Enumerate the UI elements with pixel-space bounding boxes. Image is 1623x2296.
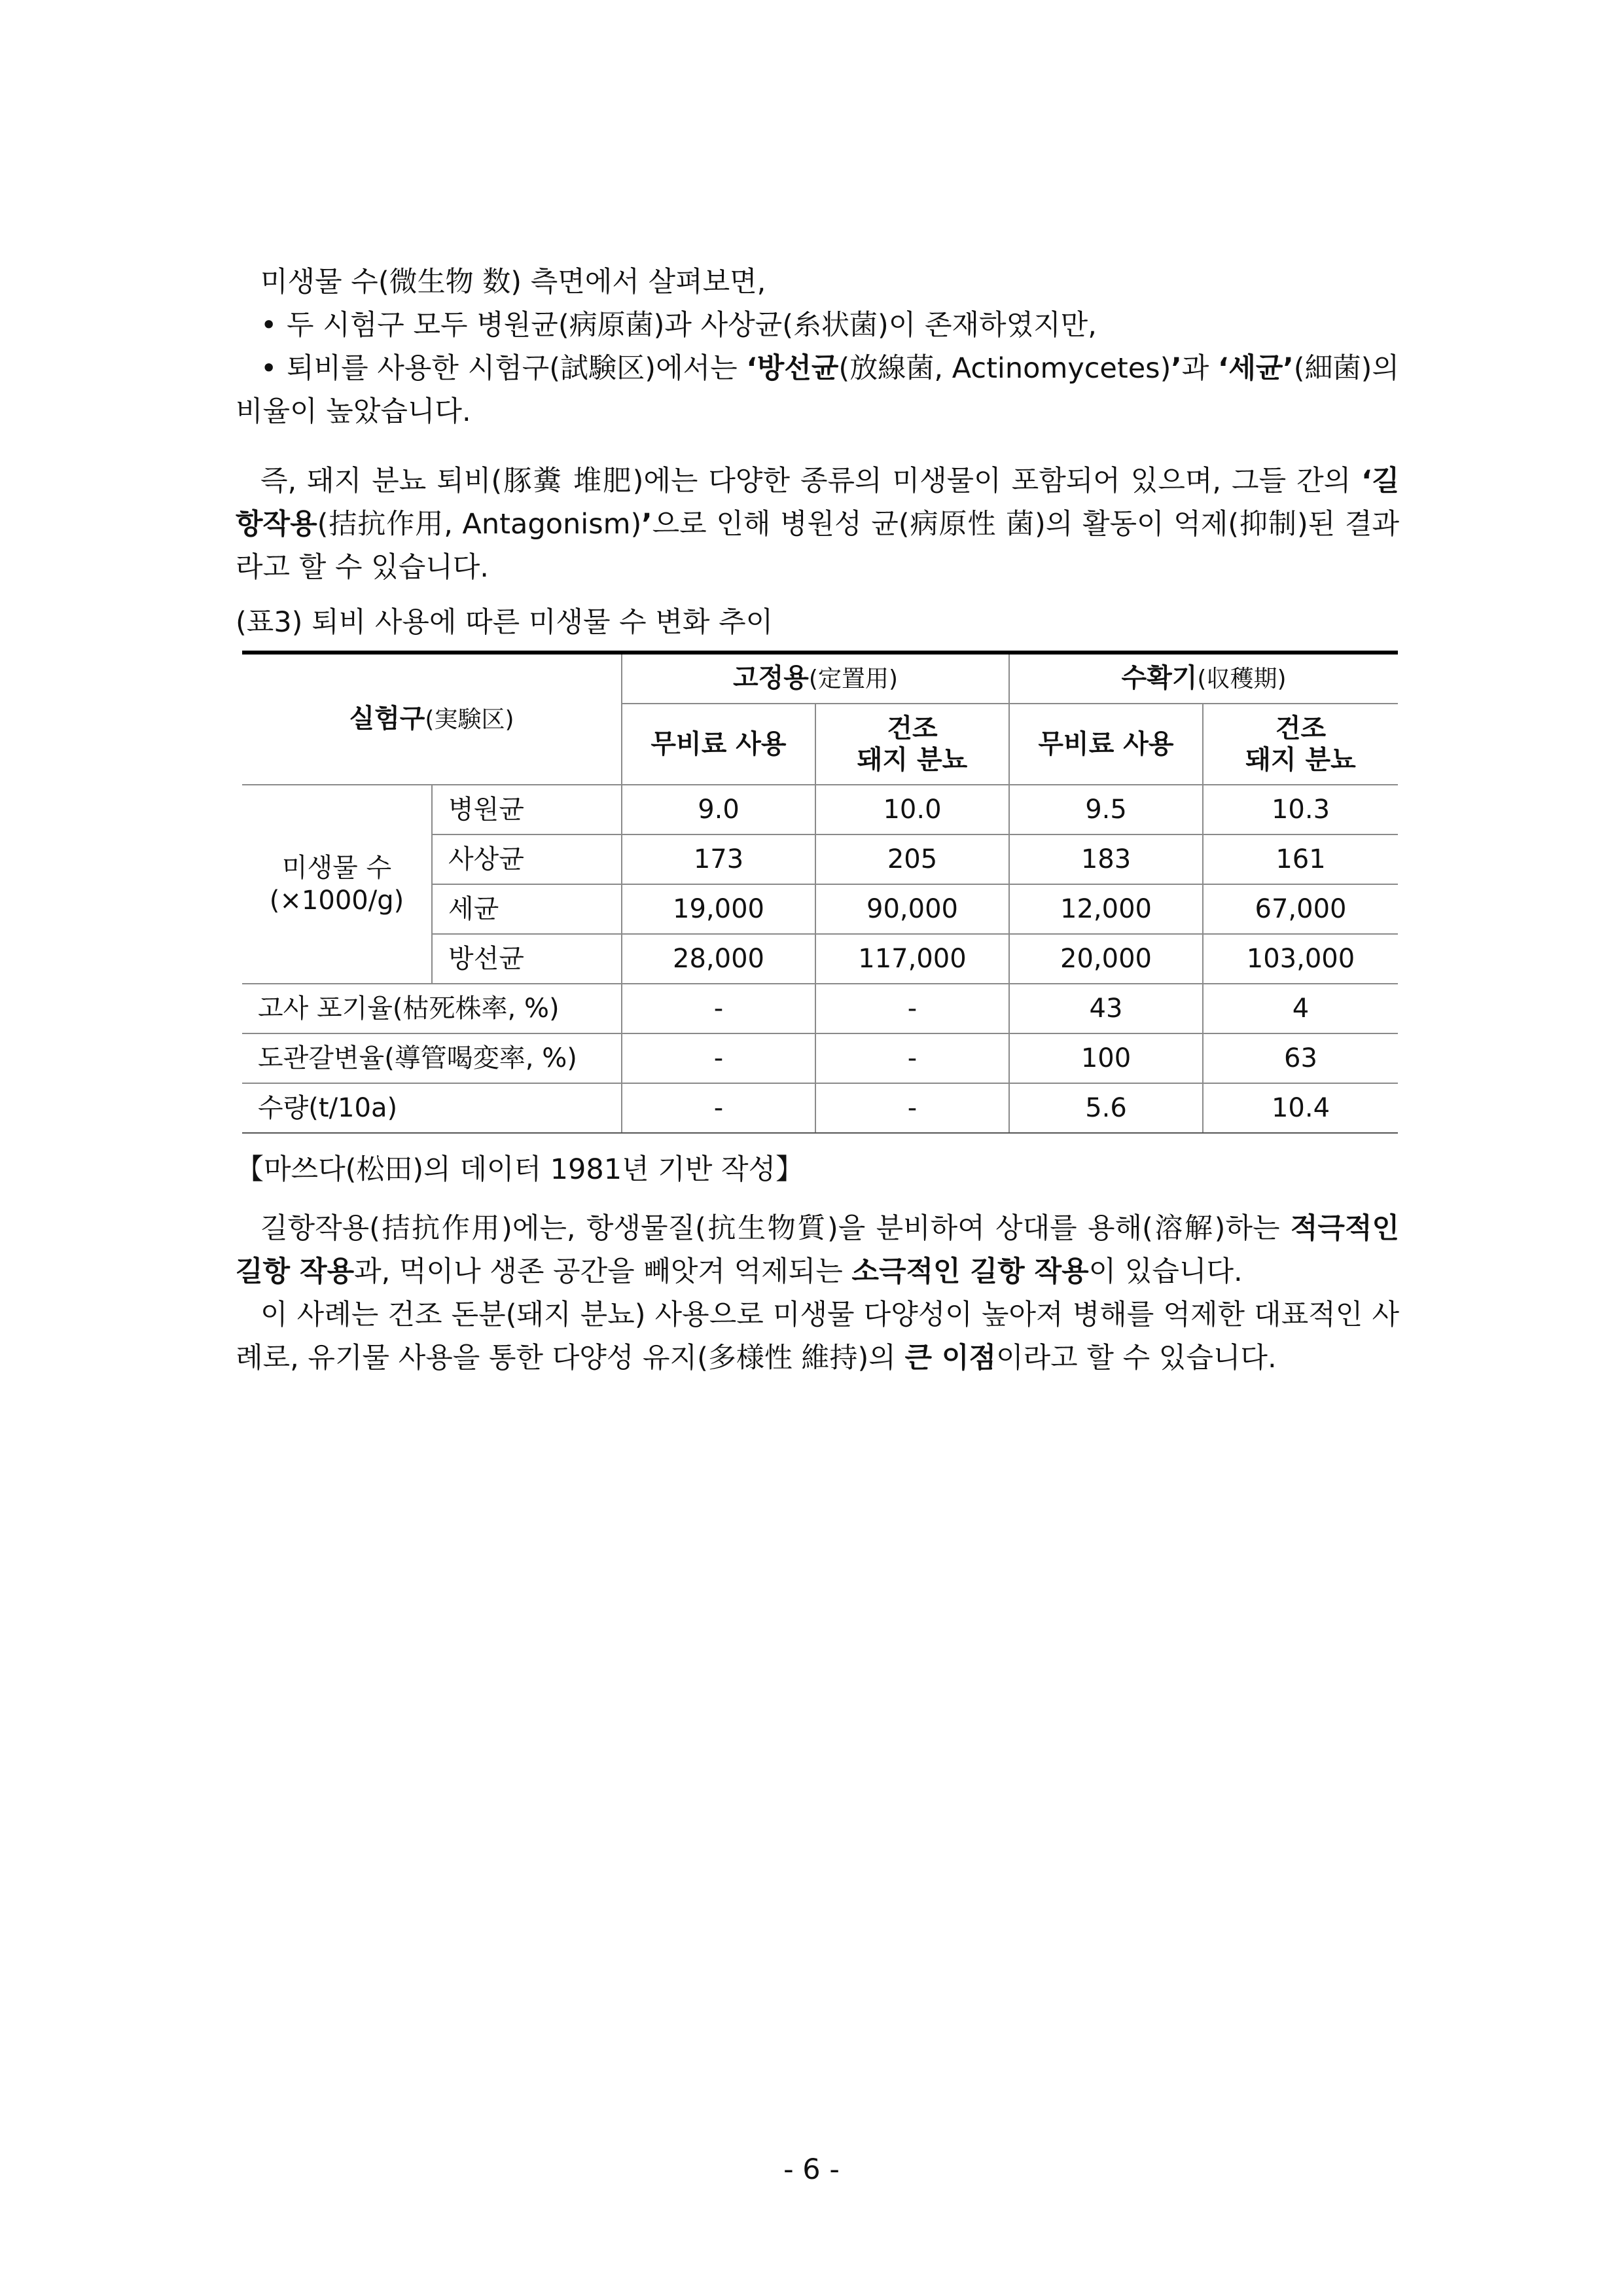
table-cell: 4 xyxy=(1203,984,1398,1033)
table-cell: 161 xyxy=(1203,834,1398,884)
page-content xyxy=(236,260,1399,1380)
header-dry-manure: 건조 돼지 분뇨 xyxy=(1203,704,1398,785)
table-cell: 9.0 xyxy=(622,785,815,834)
table-cell: 100 xyxy=(1009,1033,1203,1083)
table-row xyxy=(242,984,1398,1033)
microbe-table xyxy=(242,651,1398,1134)
header-no-fert: 무비료 사용 xyxy=(622,704,815,785)
table-row xyxy=(242,1083,1398,1133)
row-label: 수량(t/10a) xyxy=(242,1083,622,1133)
bullet-text: 퇴비를 사용한 시험구(試験区)에서는 xyxy=(287,352,747,385)
table-cell: - xyxy=(815,1083,1009,1133)
table-cell: - xyxy=(622,984,815,1033)
paragraph-text: 과, 먹이나 생존 공간을 빼앗겨 억제되는 xyxy=(354,1255,852,1288)
bullet-text: 과 xyxy=(1181,352,1218,385)
bold-quote: ’ xyxy=(1171,352,1182,385)
table-cell: 63 xyxy=(1203,1033,1398,1083)
row-label: 사상균 xyxy=(432,834,622,884)
row-label: 세균 xyxy=(432,884,622,934)
table-cell: 28,000 xyxy=(622,934,815,984)
bold-term: 적극적인 길항 작용 xyxy=(236,1212,1399,1288)
paragraph-text: 이 있습니다. xyxy=(1088,1255,1243,1288)
page-number: - 6 - xyxy=(783,2153,840,2186)
row-label: 도관갈변율(導管喝変率, %) xyxy=(242,1033,622,1083)
microbe-label-cell: 미생물 수 (×1000/g) xyxy=(242,785,432,984)
paragraph-text: 이 사례는 건조 돈분(돼지 분뇨) 사용으로 미생물 다양성이 높아져 병해를 억제한 대표적인 사례로, 유기물 사용을 통한 다양성 유지(多様性 維持)의 xyxy=(236,1299,1399,1374)
table-row xyxy=(242,785,1398,834)
bullet-text: (放線菌, Actinomycetes) xyxy=(838,352,1171,385)
intro-line: 미생물 수(微生物 数) 측면에서 살펴보면, xyxy=(260,266,766,298)
paragraph xyxy=(236,1207,1399,1293)
paragraph-text: 으로 인해 병원성 균(病原性 菌)의 활동이 억제(抑制)된 결과라고 할 수 있습니다. xyxy=(236,508,1399,584)
header-no-fert: 무비료 사용 xyxy=(1009,704,1203,785)
table-cell: 19,000 xyxy=(622,884,815,934)
table-cell: 183 xyxy=(1009,834,1203,884)
table-cell: - xyxy=(815,1033,1009,1083)
table-cell: - xyxy=(815,984,1009,1033)
bullet-text: (細菌)의 비율이 높았습니다. xyxy=(236,352,1399,428)
table-cell: 10.4 xyxy=(1203,1083,1398,1133)
table-cell: - xyxy=(622,1083,815,1133)
bullet-icon: • xyxy=(260,309,277,342)
table-cell: 103,000 xyxy=(1203,934,1398,984)
paragraph xyxy=(236,459,1399,589)
table-cell: 43 xyxy=(1009,984,1203,1033)
paragraph-text: 길항작용(拮抗作用)에는, 항생물질(抗生物質)을 분비하여 상대를 용해(溶解)하는 xyxy=(260,1212,1291,1245)
paragraph-text: (拮抗作用, Antagonism) xyxy=(317,508,642,541)
paragraph xyxy=(236,1293,1399,1380)
row-label: 방선균 xyxy=(432,934,622,984)
table-cell: 90,000 xyxy=(815,884,1009,934)
table-cell: 9.5 xyxy=(1009,785,1203,834)
row-label: 병원균 xyxy=(432,785,622,834)
table-cell: 117,000 xyxy=(815,934,1009,984)
paragraph-text: 즉, 돼지 분뇨 퇴비(豚糞 堆肥)에는 다양한 종류의 미생물이 포함되어 있으며, 그들 간의 xyxy=(260,465,1362,497)
table-caption: (표3) 퇴비 사용에 따른 미생물 수 변화 추이 xyxy=(236,606,774,639)
table-cell: 67,000 xyxy=(1203,884,1398,934)
bullet-text: 두 시험구 모두 병원균(病原菌)과 사상균(糸状菌)이 존재하였지만, xyxy=(287,309,1097,342)
row-label: 고사 포기율(枯死株率, %) xyxy=(242,984,622,1033)
table-cell: 10.3 xyxy=(1203,785,1398,834)
table-cell: 5.6 xyxy=(1009,1083,1203,1133)
bold-quote: ’ xyxy=(641,508,652,541)
table-cell: 205 xyxy=(815,834,1009,884)
paragraph-text: 이라고 할 수 있습니다. xyxy=(996,1342,1277,1374)
bold-term: 큰 이점 xyxy=(904,1342,997,1374)
table-header-row xyxy=(242,653,1398,704)
bullet-item xyxy=(236,347,1399,433)
header-period1: 고정용(定置用) xyxy=(622,653,1009,704)
bold-term: ‘길항작용 xyxy=(236,465,1399,541)
table-source: 【마쓰다(松田)의 데이터 1981년 기반 작성】 xyxy=(236,1153,804,1186)
bold-term: ‘세균’ xyxy=(1217,352,1294,385)
table-cell: 173 xyxy=(622,834,815,884)
header-dry-manure: 건조 돼지 분뇨 xyxy=(815,704,1009,785)
bold-term: 소극적인 길항 작용 xyxy=(851,1255,1089,1288)
table-cell: 10.0 xyxy=(815,785,1009,834)
header-group-cell: 실험구(実験区) xyxy=(242,653,622,785)
bullet-icon: • xyxy=(260,352,277,385)
header-period2: 수확기(収穫期) xyxy=(1009,653,1398,704)
table-cell: 12,000 xyxy=(1009,884,1203,934)
table-cell: 20,000 xyxy=(1009,934,1203,984)
table-row xyxy=(242,1033,1398,1083)
bold-term: ‘방선균 xyxy=(746,352,839,385)
bullet-item xyxy=(236,304,1399,347)
table-cell: - xyxy=(622,1033,815,1083)
